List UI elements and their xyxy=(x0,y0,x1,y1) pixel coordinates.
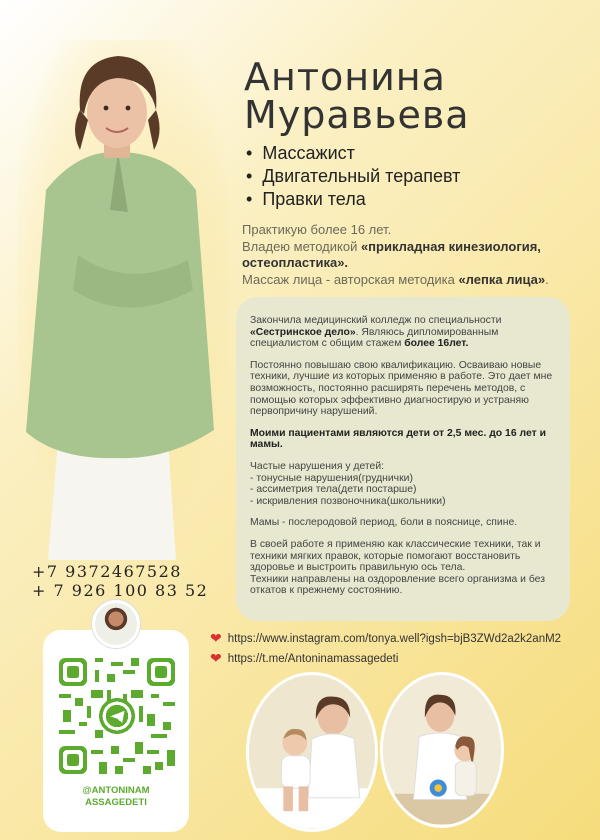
info-qualification: Постоянно повышаю свою квалификацию. Осваиваю новые техники, лучшие из которых применяю в работе. Это дает мне возможность, постоянно расширять перечень методов, с помощью которых эффективно диагностирую и устраняю первопричину нарушений. xyxy=(250,359,553,418)
telegram-link-row[interactable] xyxy=(210,650,398,667)
info-common-issues: Частые нарушения у детей: - тонусные нарушения(груднички) - ассиметрия тела(дети постарше) - искривления позвоночника(школьники) xyxy=(250,460,446,507)
intro-face-massage: Массаж лица - авторская методика «лепка лица». xyxy=(242,271,549,287)
info-techniques: В своей работе я применяю как классические техники, так и техники мягких правок, которые помогают восстановить здоровье и выстроить правильную ось тела. Техники направлены на оздоровление всего организма и без откатов к прежнему состоянию. xyxy=(250,538,545,597)
avatar xyxy=(92,600,140,648)
intro-text xyxy=(242,222,587,288)
phone-link[interactable]: +7 9372467528 xyxy=(32,562,182,581)
info-box xyxy=(236,297,570,621)
photo-with-toddler xyxy=(246,672,378,832)
role-item: • Правки тела xyxy=(246,188,460,211)
info-patients: Моими пациентами являются дети от 2,5 мес. до 16 лет и мамы. xyxy=(250,427,546,451)
card-handle: @ANTONINAM ASSAGEDETI xyxy=(82,785,150,808)
info-moms: Мамы - послеродовой период, боли в пояснице, спине. xyxy=(250,517,518,529)
role-item: • Двигательный терапевт xyxy=(246,165,460,188)
telegram-icon xyxy=(106,705,128,727)
person-name xyxy=(244,55,584,137)
instagram-link-row[interactable] xyxy=(210,630,561,647)
qr-code[interactable] xyxy=(59,658,175,774)
phone-link[interactable]: + 7 926 100 83 52 xyxy=(32,581,209,600)
name-first: Антонина xyxy=(244,55,446,99)
roles-list xyxy=(246,142,460,211)
name-last: Муравьева xyxy=(244,93,470,137)
info-education: Закончила медицинский колледж по специальности «Сестринское дело». Являюсь дипломированным специалистом с общим стажем более 16лет. xyxy=(250,315,502,350)
phone-numbers xyxy=(32,562,208,600)
instagram-link[interactable]: https://www.instagram.com/tonya.well?igsh=bjB3ZWd2a2k2anM2 xyxy=(227,632,562,645)
intro-method: Владею методикой «прикладная кинезиология, остеопластика». xyxy=(242,238,541,270)
heart-icon: ❤ xyxy=(210,650,222,666)
telegram-link[interactable]: https://t.me/Antoninamassagedeti xyxy=(227,652,399,665)
portrait-photo xyxy=(18,40,228,560)
intro-experience: Практикую более 16 лет. xyxy=(242,222,392,237)
photo-with-girl xyxy=(380,672,504,828)
role-item: • Массажист xyxy=(246,142,460,165)
heart-icon: ❤ xyxy=(210,630,222,646)
